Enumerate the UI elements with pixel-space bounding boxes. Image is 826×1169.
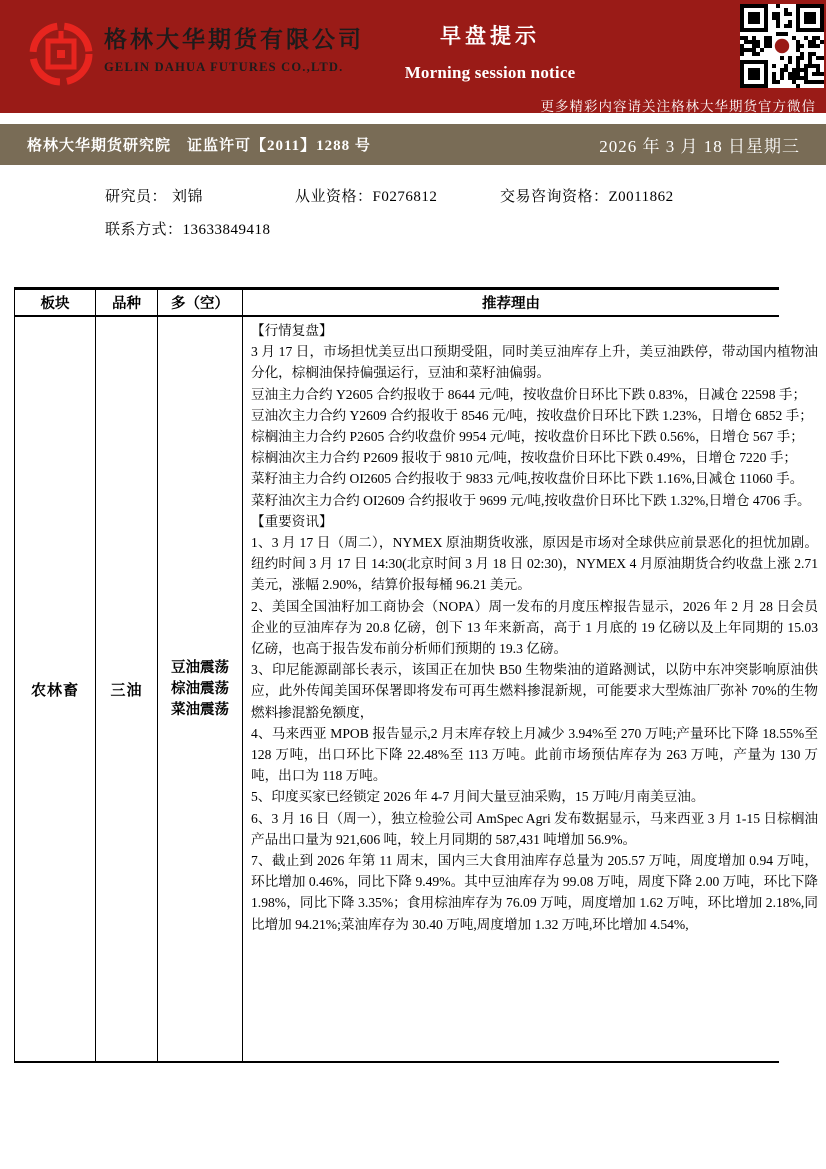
reason-paragraph: 6、3 月 16 日（周一），独立检验公司 AmSpec Agri 发布数据显示，马来西亚 3 月 1-15 日棕榈油产品出口量为 921,606 吨，较上月同期的 587,431 吨增加 56.9%。 (251, 810, 818, 847)
wechat-follow-note: 更多精彩内容请关注格林大华期货官方微信 (540, 99, 816, 114)
reason-paragraph: 2、美国全国油籽加工商协会（NOPA）周一发布的月度压榨报告显示，2026 年 2 月 28 日会员企业的豆油库存为 20.8 亿磅，创下 13 年来新高，高于 1 月底的 19 亿磅以及上年同期的 15.03 亿磅，也高于报告发布前分析师们预期的 19.3 亿磅。 (251, 598, 818, 657)
reason-paragraph: 【重要资讯】 (251, 513, 333, 529)
qr-code-icon (740, 4, 824, 88)
reason-paragraph: 菜籽油次主力合约 OI2609 合约报收于 9699 元/吨,按收盘价日环比下跌 1.32%,日增仓 4706 手。 (251, 492, 811, 508)
notice-title-block (378, 20, 602, 83)
reason-paragraph: 3 月 17 日，市场担忧美豆出口预期受阻，同时美豆油库存上升，美豆油跌停，带动国内植物油分化，棕榈油保持偏强运行，豆油和菜籽油偏弱。 (251, 344, 818, 381)
table-header-row (15, 290, 779, 317)
reason-text (251, 320, 818, 935)
contact-number: 联系方式：13633849418 (105, 222, 271, 238)
institute-license-text: 格林大华期货研究院 证监许可【2011】1288 号 (27, 138, 371, 154)
table-row (15, 317, 818, 1061)
company-logo-icon (28, 21, 94, 87)
position-line: 菜油震荡 (171, 701, 229, 718)
sector-cell: 农林畜 (15, 317, 96, 1061)
certification-bar (0, 124, 826, 165)
reason-paragraph: 7、截止到 2026 年第 11 周末，国内三大食用油库存总量为 205.57 万吨，周度增加 0.94 万吨，环比增加 0.46%，同比下降 9.49%。其中豆油库存为 99.08 万吨，周度下降 2.00 万吨，环比下降 1.98%，同比下降 3.35%；食用棕油库存为 76.09 万吨，周度增加 1.62 万吨，环比增加 2.18%,同比增加 94.21%;菜油库存为 30.40 万吨,周度增加 1.32 万吨,环比增加 4.54%, (251, 853, 818, 932)
reason-paragraph: 3、印尼能源副部长表示，该国正在加快 B50 生物柴油的道路测试，以防中东冲突影响原油供应，此外传闻美国环保署即将发布可再生燃料掺混新规，可能要求大型炼油厂弥补 70%的生物燃料掺混豁免额度， (251, 662, 818, 720)
recommendation-table (14, 287, 818, 1063)
reason-paragraph: 豆油次主力合约 Y2609 合约报收于 8546 元/吨，按收盘价日环比下跌 1.23%，日增仓 6852 手； (251, 407, 813, 423)
reason-paragraph: 棕榈油次主力合约 P2609 报收于 9810 元/吨，按收盘价日环比下跌 0.49%，日增仓 7220 手； (251, 450, 798, 466)
notice-title-en: Morning session notice (404, 63, 576, 82)
col-header-variety: 品种 (96, 290, 158, 315)
reason-paragraph: 1、3 月 17 日（周二），NYMEX 原油期货收涨，原因是市场对全球供应前景恶化的担忧加剧。纽约时间 3 月 17 日 14:30(北京时间 3 月 18 日 02:30)，NYMEX 4 月原油期货合约收盘上涨 2.71 美元，涨幅 2.90%，结算价报每桶 96.21 美元。 (251, 535, 818, 593)
top-banner (0, 0, 826, 113)
variety-cell: 三油 (96, 317, 158, 1061)
col-header-position: 多（空） (158, 290, 243, 315)
col-header-reason: 推荐理由 (482, 296, 540, 312)
company-name-cn: 格林大华期货有限公司 (104, 27, 364, 52)
position-line: 棕油震荡 (171, 680, 229, 697)
reason-paragraph: 【行情复盘】 (251, 323, 333, 338)
advisory-number: 交易咨询资格：Z0011862 (500, 189, 674, 205)
company-name-block (104, 27, 364, 75)
qualification-number: 从业资格：F0276812 (295, 189, 438, 205)
researcher-label: 研究员： (105, 189, 168, 205)
position-cell (158, 317, 243, 1061)
reason-paragraph: 4、马来西亚 MPOB 报告显示,2 月末库存较上月减少 3.94%至 270 万吨;产量环比下降 18.55%至 128 万吨，出口环比下降 22.48%至 113 万吨。此前市场预估库存为 263 万吨，产量为 130 万吨，出口为 118 万吨。 (251, 725, 818, 784)
reason-paragraph: 5、印度买家已经锁定 2026 年 4-7 月间大量豆油采购，15 万吨/月南美豆油。 (251, 789, 705, 805)
reason-cell (243, 317, 818, 1061)
report-date: 2026 年 3 月 18 日星期三 (599, 137, 800, 156)
col-header-sector: 板块 (15, 290, 96, 315)
reason-paragraph: 豆油主力合约 Y2605 合约报收于 8644 元/吨，按收盘价日环比下跌 0.83%，日减仓 22598 手； (251, 386, 807, 402)
reason-paragraph: 棕榈油主力合约 P2605 合约收盘价 9954 元/吨，按收盘价日环比下跌 0.56%，日增仓 567 手； (251, 429, 804, 445)
researcher-name: 刘锦 (172, 189, 204, 205)
reason-paragraph: 菜籽油主力合约 OI2605 合约报收于 9833 元/吨,按收盘价日环比下跌 1.16%,日减仓 11060 手。 (251, 471, 804, 487)
notice-title-cn: 早盘提示 (440, 24, 540, 48)
company-name-en: GELIN DAHUA FUTURES CO.,LTD. (104, 60, 344, 74)
position-line: 豆油震荡 (171, 659, 229, 676)
